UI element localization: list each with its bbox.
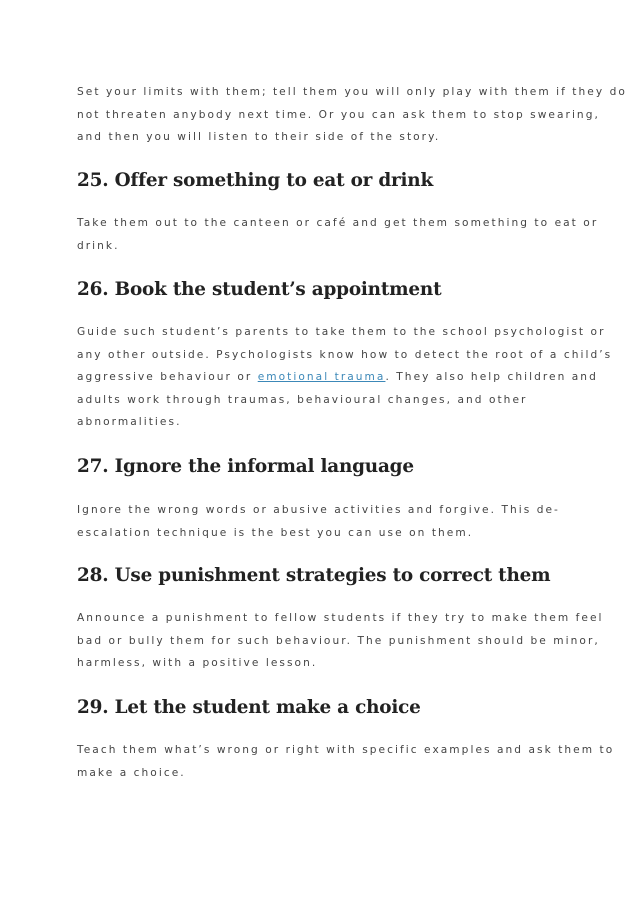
emotional-trauma-link[interactable]: emotional trauma bbox=[257, 371, 386, 383]
text-line: Set your limits with them; tell them you will only play with them if they do bbox=[77, 86, 627, 98]
text-line-with-link bbox=[77, 366, 612, 389]
text-line: Ignore the wrong words or abusive activities and forgive. This de- bbox=[77, 504, 560, 516]
link-line-before: aggressive behaviour or bbox=[77, 371, 258, 383]
section-heading-26: 26. Book the student’s appointment bbox=[77, 279, 442, 300]
section-26-paragraph bbox=[77, 321, 612, 434]
text-line: Teach them what’s wrong or right with specific examples and ask them to bbox=[77, 744, 615, 756]
section-heading-29: 29. Let the student make a choice bbox=[77, 697, 421, 718]
text-line: Take them out to the canteen or café and get them something to eat or bbox=[77, 217, 599, 229]
section-29-paragraph bbox=[77, 739, 614, 784]
text-line: bad or bully them for such behaviour. The punishment should be minor, bbox=[77, 634, 600, 647]
text-line: adults work through traumas, behavioural changes, and other bbox=[77, 393, 528, 406]
section-heading-27: 27. Ignore the informal language bbox=[77, 456, 414, 477]
text-line: escalation technique is the best you can use on them. bbox=[77, 526, 474, 539]
link-line-after: . They also help children and bbox=[385, 371, 598, 383]
section-25-paragraph bbox=[77, 212, 598, 257]
text-line: abnormalities. bbox=[77, 416, 182, 428]
text-line: Announce a punishment to fellow students if they try to make them feel bbox=[77, 612, 604, 624]
text-line: make a choice. bbox=[77, 766, 186, 779]
text-line: harmless, with a positive lesson. bbox=[77, 657, 318, 669]
text-line: not threaten anybody next time. Or you can ask them to stop swearing, bbox=[77, 108, 600, 121]
section-27-paragraph bbox=[77, 499, 560, 544]
intro-paragraph bbox=[77, 81, 627, 149]
section-heading-28: 28. Use punishment strategies to correct them bbox=[77, 565, 551, 586]
text-line: and then you will listen to their side of the story. bbox=[77, 131, 441, 143]
section-heading-25: 25. Offer something to eat or drink bbox=[77, 170, 433, 191]
section-28-paragraph bbox=[77, 607, 604, 675]
text-line: drink. bbox=[77, 239, 120, 252]
text-line: any other outside. Psychologists know how to detect the root of a child’s bbox=[77, 348, 613, 361]
text-line: Guide such student’s parents to take them to the school psychologist or bbox=[77, 326, 606, 338]
